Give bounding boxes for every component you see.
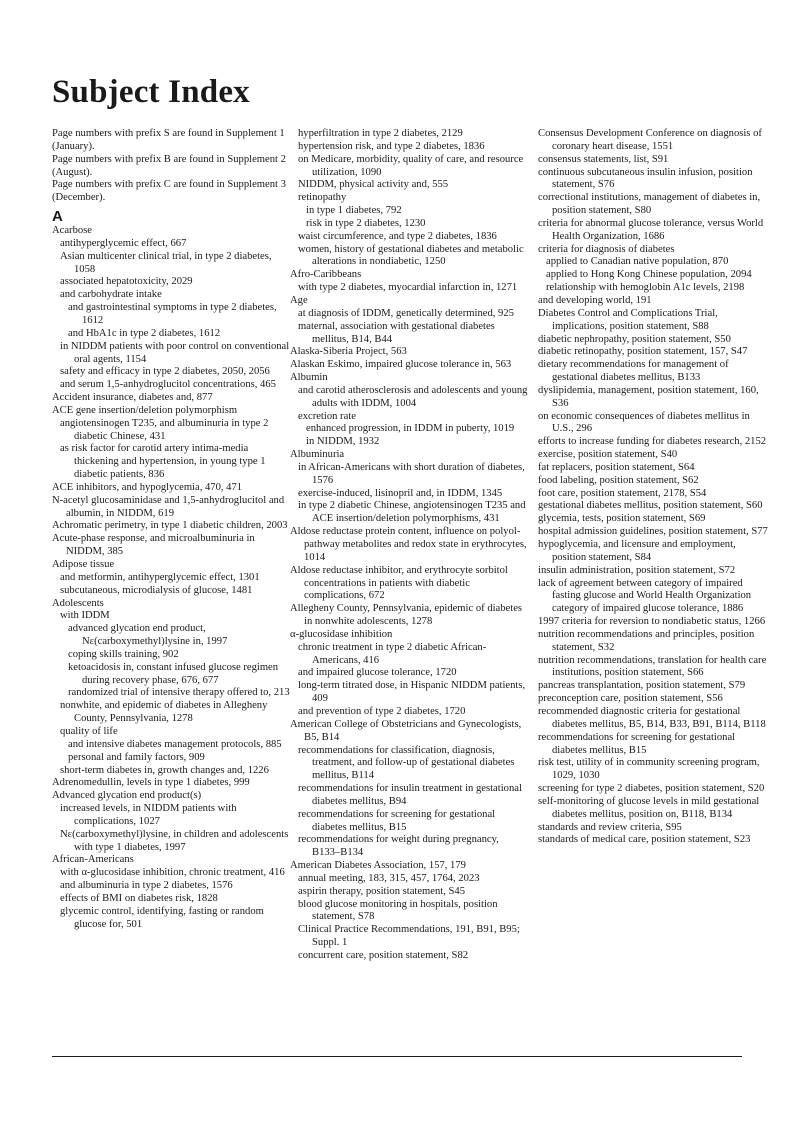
- index-subentry: recommended diagnostic criteria for gestational diabetes mellitus, B5, B14, B33, B91, B114, B118: [538, 705, 766, 730]
- index-subentry: risk test, utility of in community screening program, 1029, 1030: [538, 757, 760, 782]
- intro-note-3: Page numbers with prefix C are found in Supplement 3 (December).: [52, 179, 286, 204]
- index-subentry: advanced glycation end product, Nε(carboxymethyl)lysine in, 1997: [68, 623, 228, 648]
- index-subentry: Diabetes Control and Complications Trial, implications, position statement, S88: [538, 307, 718, 332]
- index-subentry: annual meeting, 183, 315, 457, 1764, 2023: [298, 872, 480, 884]
- index-subentry: with type 2 diabetes, myocardial infarction in, 1271: [298, 282, 518, 294]
- index-subentry: lack of agreement between category of impaired fasting glucose and World Health Organization category of impaired glucose tolerance, 1886: [538, 577, 752, 615]
- index-subentry: and carbohydrate intake: [60, 289, 162, 301]
- index-subentry: associated hepatotoxicity, 2029: [60, 276, 193, 288]
- index-subentry: diabetic retinopathy, position statement, 157, S47: [538, 346, 748, 358]
- intro-note-1: Page numbers with prefix S are found in Supplement 1 (January).: [52, 128, 285, 152]
- footer-rule: [52, 1056, 742, 1057]
- index-subentry: in NIDDM patients with poor control on conventional oral agents, 1154: [60, 340, 290, 365]
- index-subentry: short-term diabetes in, growth changes and, 1226: [60, 764, 269, 776]
- index-subentry: long-term titrated dose, in Hispanic NIDDM patients, 409: [298, 680, 526, 705]
- index-subentry: concurrent care, position statement, S82: [298, 950, 469, 961]
- index-subentry: applied to Canadian native population, 870: [546, 256, 729, 268]
- index-entry: α-glucosidase inhibition: [290, 628, 393, 640]
- index-subentry: risk in type 2 diabetes, 1230: [306, 217, 426, 229]
- index-subentry: self-monitoring of glucose levels in mild gestational diabetes mellitus, position on, B118, B134: [538, 795, 760, 820]
- index-subentry: criteria for diagnosis of diabetes: [538, 243, 675, 255]
- index-subentry: Nε(carboxymethyl)lysine, in children and adolescents with type 1 diabetes, 1997: [60, 828, 289, 853]
- index-subentry: 1997 criteria for reversion to nondiabetic status, 1266: [538, 616, 766, 628]
- index-subentry: recommendations for weight during pregnancy, B133–B134: [298, 834, 499, 859]
- index-entry: ACE gene insertion/deletion polymorphism: [52, 404, 238, 416]
- index-entry: Adrenomedullin, levels in type 1 diabetes, 999: [52, 777, 250, 789]
- index-subentry: aspirin therapy, position statement, S45: [298, 885, 466, 897]
- index-subentry: and gastrointestinal symptoms in type 2 diabetes, 1612: [68, 302, 277, 326]
- index-subentry: nutrition recommendations and principles, position statement, S32: [538, 628, 755, 653]
- index-subentry: in NIDDM, 1932: [306, 436, 380, 448]
- intro-note-2: Page numbers with prefix B are found in Supplement 2 (August).: [52, 153, 286, 178]
- index-subentry: preconception care, position statement, S56: [538, 693, 723, 705]
- index-entry: Age: [290, 294, 308, 306]
- index-subentry: Clinical Practice Recommendations, 191, B91, B95; Suppl. 1: [298, 924, 520, 949]
- index-subentry: ketoacidosis in, constant infused glucose regimen during recovery phase, 676, 677: [68, 661, 279, 686]
- index-entry: N-acetyl glucosaminidase and 1,5-anhydroglucitol and albumin, in NIDDM, 619: [52, 494, 285, 519]
- index-subentry: retinopathy: [298, 192, 347, 204]
- index-subentry: consensus statements, list, S91: [538, 153, 669, 165]
- index-entry: Acarbose: [52, 225, 93, 237]
- index-subentry: women, history of gestational diabetes and metabolic alterations in nondiabetic, 1250: [298, 243, 524, 268]
- index-subentry: exercise-induced, lisinopril and, in IDDM, 1345: [298, 487, 503, 499]
- index-entry: Albuminuria: [290, 449, 345, 461]
- index-subentry: dyslipidemia, management, position statement, 160, S36: [538, 384, 759, 409]
- index-subentry: standards of medical care, position statement, S23: [538, 834, 751, 846]
- index-subentry: recommendations for classification, diagnosis, treatment, and follow-up of gestational diabetes mellitus, B114: [298, 744, 515, 782]
- index-subentry: with IDDM: [60, 610, 110, 622]
- index-subentry: and developing world, 191: [538, 294, 652, 306]
- page-title: Subject Index: [52, 74, 250, 110]
- index-subentry: Asian multicenter clinical trial, in type 2 diabetes, 1058: [60, 250, 272, 275]
- index-column-1: [52, 128, 290, 931]
- index-subentry: continuous subcutaneous insulin infusion, position statement, S76: [538, 166, 753, 191]
- index-subentry: and albuminuria in type 2 diabetes, 1576: [60, 880, 233, 892]
- index-entry: Allegheny County, Pennsylvania, epidemic of diabetes in nonwhite adolescents, 1278: [290, 603, 523, 628]
- index-subentry: criteria for abnormal glucose tolerance, versus World Health Organization, 1686: [538, 217, 764, 242]
- index-subentry: glycemic control, identifying, fasting or random glucose for, 501: [60, 905, 264, 930]
- section-letter: A: [52, 208, 63, 226]
- index-subentry: with α-glucosidase inhibition, chronic treatment, 416: [60, 867, 285, 879]
- index-subentry: recommendations for insulin treatment in gestational diabetes mellitus, B94: [298, 783, 522, 807]
- index-column-3: [530, 128, 768, 847]
- index-entry: Adipose tissue: [52, 559, 115, 570]
- index-subentry: gestational diabetes mellitus, position statement, S60: [538, 500, 763, 512]
- index-subentry: excretion rate: [298, 410, 356, 422]
- index-subentry: in type 2 diabetic Chinese, angiotensinogen T235 and ACE insertion/deletion polymorphisms, 431: [298, 500, 526, 525]
- index-subentry: personal and family factors, 909: [68, 751, 205, 763]
- index-subentry: coping skills training, 902: [68, 648, 179, 660]
- index-subentry: on economic consequences of diabetes mellitus in U.S., 296: [538, 410, 750, 435]
- index-subentry: pancreas transplantation, position statement, S79: [538, 680, 746, 692]
- index-subentry: in African-Americans with short duration of diabetes, 1576: [298, 461, 525, 486]
- index-subentry: nutrition recommendations, translation for health care institutions, position statement, S66: [538, 654, 767, 679]
- index-entry: Afro-Caribbeans: [290, 269, 362, 281]
- index-subentry: fat replacers, position statement, S64: [538, 461, 695, 473]
- index-subentry: foot care, position statement, 2178, S54: [538, 487, 707, 499]
- index-subentry: on Medicare, morbidity, quality of care, and resource utilization, 1090: [298, 153, 524, 178]
- index-subentry: randomized trial of intensive therapy offered to, 213: [68, 687, 290, 699]
- index-entry: Acute-phase response, and microalbuminuria in NIDDM, 385: [52, 533, 255, 558]
- index-entry: Advanced glycation end product(s): [52, 790, 202, 802]
- index-subentry: nonwhite, and epidemic of diabetes in Allegheny County, Pennsylvania, 1278: [60, 700, 268, 725]
- index-subentry: glycemia, tests, position statement, S69: [538, 513, 706, 525]
- index-entry: African-Americans: [52, 854, 134, 866]
- index-subentry: increased levels, in NIDDM patients with complications, 1027: [60, 803, 237, 827]
- index-entry: Alaska-Siberia Project, 563: [290, 346, 407, 358]
- index-subentry: effects of BMI on diabetes risk, 1828: [60, 892, 218, 904]
- index-subentry: as risk factor for carotid artery intima-media thickening and hypertension, in young type 1 diabetic patients, 836: [60, 443, 266, 481]
- index-subentry: waist circumference, and type 2 diabetes, 1836: [298, 230, 497, 242]
- index-subentry: hyperfiltration in type 2 diabetes, 2129: [298, 128, 463, 139]
- index-subentry: applied to Hong Kong Chinese population, 2094: [546, 269, 752, 281]
- index-subentry: correctional institutions, management of diabetes in, position statement, S80: [538, 192, 761, 217]
- index-column-2: [290, 128, 528, 963]
- index-entries-column-1: [52, 225, 290, 931]
- index-subentry: standards and review criteria, S95: [538, 821, 682, 833]
- index-subentry: dietary recommendations for management of gestational diabetes mellitus, B133: [538, 359, 729, 384]
- index-entry: American College of Obstetricians and Gynecologists, B5, B14: [290, 718, 522, 743]
- index-subentry: Consensus Development Conference on diagnosis of coronary heart disease, 1551: [538, 128, 762, 152]
- index-entry: Adolescents: [52, 597, 104, 609]
- index-subentry: food labeling, position statement, S62: [538, 474, 699, 486]
- index-entry: American Diabetes Association, 157, 179: [290, 860, 466, 872]
- index-entry: Aldose reductase inhibitor, and erythrocyte sorbitol concentrations in patients with diabetic complications, 672: [290, 564, 508, 602]
- index-subentry: angiotensinogen T235, and albuminuria in type 2 diabetic Chinese, 431: [60, 417, 269, 442]
- index-subentry: hypertension risk, and type 2 diabetes, 1836: [298, 140, 485, 152]
- index-subentry: recommendations for screening for gestational diabetes mellitus, B15: [538, 731, 736, 756]
- index-subentry: and impaired glucose tolerance, 1720: [298, 667, 457, 679]
- index-subentry: and prevention of type 2 diabetes, 1720: [298, 705, 466, 717]
- index-subentry: screening for type 2 diabetes, position statement, S20: [538, 783, 765, 795]
- index-subentry: relationship with hemoglobin A1c levels, 2198: [546, 282, 745, 294]
- index-subentry: in type 1 diabetes, 792: [306, 205, 402, 217]
- index-subentry: efforts to increase funding for diabetes research, 2152: [538, 436, 767, 448]
- index-subentry: and metformin, antihyperglycemic effect, 1301: [60, 571, 260, 583]
- index-subentry: antihyperglycemic effect, 667: [60, 237, 187, 249]
- index-subentry: subcutaneous, microdialysis of glucose, 1481: [60, 584, 253, 596]
- index-subentry: enhanced progression, in IDDM in puberty, 1019: [306, 423, 515, 435]
- index-subentry: insulin administration, position statement, S72: [538, 564, 736, 576]
- index-subentry: at diagnosis of IDDM, genetically determined, 925: [298, 307, 514, 319]
- index-entries-column-3: [530, 128, 768, 847]
- index-subentry: hospital admission guidelines, position statement, S77: [538, 526, 768, 538]
- index-subentry: quality of life: [60, 725, 118, 737]
- index-entry: Accident insurance, diabetes and, 877: [52, 392, 213, 404]
- index-subentry: chronic treatment in type 2 diabetic African-Americans, 416: [298, 641, 487, 666]
- index-subentry: recommendations for screening for gestational diabetes mellitus, B15: [298, 808, 496, 833]
- index-entries-column-2: [290, 128, 528, 963]
- index-entry: Aldose reductase protein content, influence on polyol-pathway metabolites and redox state in erythrocytes, 1014: [290, 526, 527, 563]
- index-subentry: and serum 1,5-anhydroglucitol concentrations, 465: [60, 379, 276, 391]
- index-entry: Achromatic perimetry, in type 1 diabetic children, 2003: [52, 520, 288, 532]
- index-subentry: blood glucose monitoring in hospitals, position statement, S78: [298, 898, 498, 923]
- index-subentry: safety and efficacy in type 2 diabetes, 2050, 2056: [60, 366, 270, 378]
- index-subentry: diabetic nephropathy, position statement, S50: [538, 333, 731, 345]
- index-subentry: and carotid atherosclerosis and adolescents and young adults with IDDM, 1004: [298, 384, 528, 409]
- index-entry: Albumin: [290, 372, 328, 384]
- index-subentry: and intensive diabetes management protocols, 885: [68, 738, 282, 750]
- index-subentry: exercise, position statement, S40: [538, 449, 678, 461]
- index-entry: Alaskan Eskimo, impaired glucose tolerance in, 563: [290, 359, 512, 371]
- index-subentry: and HbA1c in type 2 diabetes, 1612: [68, 327, 221, 339]
- index-subentry: NIDDM, physical activity and, 555: [298, 179, 449, 191]
- index-subentry: maternal, association with gestational diabetes mellitus, B14, B44: [298, 320, 495, 345]
- index-subentry: hypoglycemia, and licensure and employment, position statement, S84: [538, 539, 736, 563]
- index-entry: ACE inhibitors, and hypoglycemia, 470, 471: [52, 481, 243, 493]
